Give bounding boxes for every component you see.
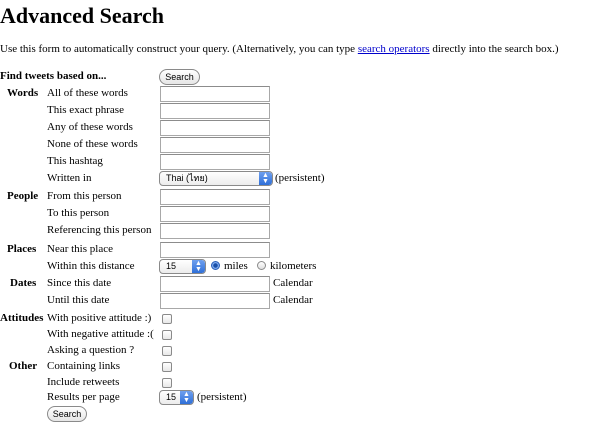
until-calendar-label: Calendar — [273, 294, 313, 306]
language-select-value: Thai (ไทย) — [166, 173, 208, 183]
referencing-person-input[interactable] — [160, 223, 270, 239]
intro-text — [0, 42, 559, 56]
miles-label: miles — [224, 260, 248, 272]
section-dates: Dates — [10, 277, 37, 289]
to-person-input[interactable] — [160, 206, 270, 222]
kilometers-radio[interactable] — [257, 261, 266, 270]
within-distance-label: Within this distance — [47, 260, 135, 272]
none-words-input[interactable] — [160, 137, 270, 153]
results-per-page-value: 15 — [166, 392, 177, 402]
section-words: Words — [7, 87, 39, 99]
search-button-bottom[interactable]: Search — [47, 406, 87, 422]
kilometers-label: kilometers — [270, 260, 317, 272]
until-date-input[interactable] — [160, 293, 270, 309]
section-attitudes: Attitudes — [0, 312, 44, 324]
near-place-label: Near this place — [47, 243, 113, 255]
to-person-label: To this person — [47, 207, 110, 219]
select-arrows-icon: ▲ ▼ — [180, 391, 193, 404]
links-checkbox[interactable] — [162, 362, 172, 372]
select-arrows-icon: ▲ ▼ — [259, 172, 272, 185]
intro-text-after: directly into the search box.) — [429, 43, 559, 55]
all-words-label: All of these words — [47, 87, 128, 99]
positive-attitude-label: With positive attitude :) — [47, 312, 152, 324]
results-per-page-label: Results per page — [47, 391, 120, 403]
exact-phrase-label: This exact phrase — [47, 104, 124, 116]
from-person-input[interactable] — [160, 189, 270, 205]
section-people: People — [7, 190, 39, 202]
negative-attitude-checkbox[interactable] — [162, 330, 172, 340]
language-persistent-note: (persistent) — [275, 172, 325, 184]
distance-select-value: 15 — [166, 261, 177, 271]
negative-attitude-label: With negative attitude :( — [47, 328, 154, 340]
select-arrows-icon: ▲ ▼ — [192, 260, 205, 273]
hashtag-label: This hashtag — [47, 155, 103, 167]
miles-radio[interactable] — [211, 261, 220, 270]
question-label: Asking a question ? — [47, 344, 135, 356]
positive-attitude-checkbox[interactable] — [162, 314, 172, 324]
since-date-label: Since this date — [47, 277, 112, 289]
question-checkbox[interactable] — [162, 346, 172, 356]
near-place-input[interactable] — [160, 242, 270, 258]
all-words-input[interactable] — [160, 86, 270, 102]
since-calendar-label: Calendar — [273, 277, 313, 289]
any-words-input[interactable] — [160, 120, 270, 136]
none-words-label: None of these words — [47, 138, 138, 150]
section-places: Places — [7, 243, 37, 255]
until-date-label: Until this date — [47, 294, 110, 306]
language-select[interactable] — [159, 171, 273, 186]
page-title: Advanced Search — [0, 3, 164, 28]
since-date-input[interactable] — [160, 276, 270, 292]
retweets-checkbox[interactable] — [162, 378, 172, 388]
links-label: Containing links — [47, 360, 121, 372]
section-other: Other — [9, 360, 38, 372]
hashtag-input[interactable] — [160, 154, 270, 170]
from-person-label: From this person — [47, 190, 122, 202]
written-in-label: Written in — [47, 172, 92, 184]
results-per-page-select[interactable] — [159, 390, 194, 405]
exact-phrase-input[interactable] — [160, 103, 270, 119]
search-operators-link[interactable]: search operators — [357, 43, 430, 55]
any-words-label: Any of these words — [47, 121, 133, 133]
distance-select[interactable] — [159, 259, 206, 274]
intro-text-before: Use this form to automatically construct your query. (Alternatively, you can type — [0, 43, 358, 55]
search-button-top[interactable]: Search — [159, 69, 200, 85]
retweets-label: Include retweets — [47, 376, 120, 388]
referencing-person-label: Referencing this person — [47, 224, 152, 236]
form-heading: Find tweets based on... — [0, 70, 107, 82]
results-persistent-note: (persistent) — [197, 391, 247, 403]
